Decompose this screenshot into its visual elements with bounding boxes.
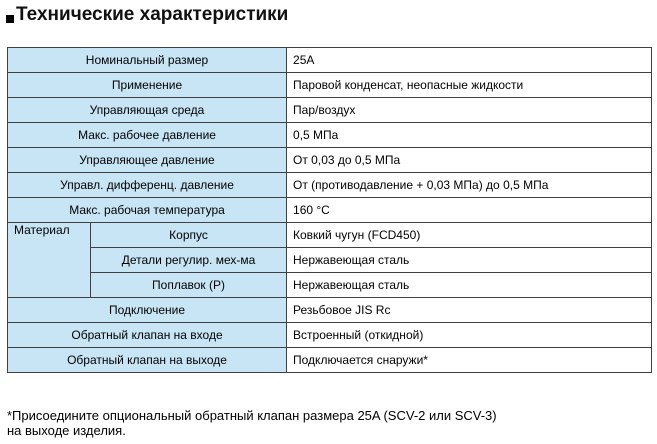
footnote: [7, 408, 647, 438]
spec-label: Обратный клапан на выходе: [8, 348, 287, 373]
spec-value: 25A: [287, 48, 652, 73]
footnote-line: на выходе изделия.: [7, 423, 126, 438]
spec-value: Резьбовое JIS Rc: [287, 298, 652, 323]
spec-label: Макс. рабочая температура: [8, 198, 287, 223]
spec-value: Пар/воздух: [287, 98, 652, 123]
table-row: [8, 348, 652, 373]
footnote-line: *Присоедините опциональный обратный клапан размера 25A (SCV-2 или SCV-3): [7, 408, 497, 423]
spec-label: Применение: [8, 73, 287, 98]
specifications-table: [7, 47, 652, 373]
spec-label: Обратный клапан на входе: [8, 323, 287, 348]
table-row: [8, 223, 652, 248]
table-row: [8, 173, 652, 198]
spec-label: Корпус: [91, 223, 287, 248]
spec-label: Номинальный размер: [8, 48, 287, 73]
spec-value: Паровой конденсат, неопасные жидкости: [287, 73, 652, 98]
table-row: [8, 198, 652, 223]
table-row: [8, 98, 652, 123]
spec-value: Нержавеющая сталь: [287, 273, 652, 298]
spec-value: От 0,03 до 0,5 МПа: [287, 148, 652, 173]
spec-label: Поплавок (Р): [91, 273, 287, 298]
table-row: [8, 123, 652, 148]
spec-label: Управляющее давление: [8, 148, 287, 173]
spec-label: Управл. дифференц. давление: [8, 173, 287, 198]
spec-value: Подключается снаружи*: [287, 348, 652, 373]
spec-value: От (противодавление + 0,03 МПа) до 0,5 МПа: [287, 173, 652, 198]
table-row: [8, 323, 652, 348]
table-row: [8, 148, 652, 173]
spec-value: Нержавеющая сталь: [287, 248, 652, 273]
spec-label: Детали регулир. мех-ма: [91, 248, 287, 273]
material-group-label: Материал: [8, 223, 91, 298]
spec-label: Управляющая среда: [8, 98, 287, 123]
section-heading: [6, 2, 288, 28]
section-title: Технические характеристики: [16, 4, 289, 25]
table-row: [8, 73, 652, 98]
spec-value: 0,5 МПа: [287, 123, 652, 148]
table-row: [8, 273, 652, 298]
square-bullet-icon: [6, 15, 14, 23]
spec-value: Ковкий чугун (FCD450): [287, 223, 652, 248]
table-row: [8, 298, 652, 323]
spec-value: 160 °C: [287, 198, 652, 223]
spec-label: Макс. рабочее давление: [8, 123, 287, 148]
spec-label: Подключение: [8, 298, 287, 323]
spec-value: Встроенный (откидной): [287, 323, 652, 348]
table-row: [8, 48, 652, 73]
table-row: [8, 248, 652, 273]
